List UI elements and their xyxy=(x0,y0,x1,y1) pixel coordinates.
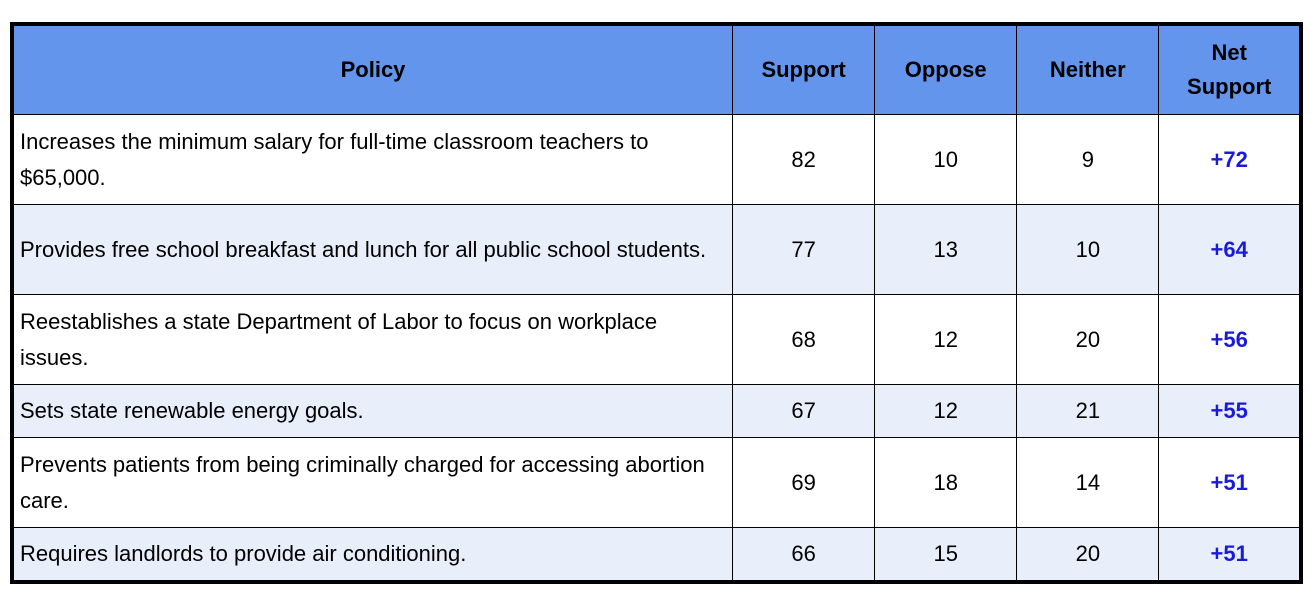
policy-cell: Prevents patients from being criminally charged for accessing abortion care. xyxy=(12,438,733,528)
header-net-line1: Net xyxy=(1211,40,1247,65)
header-neither: Neither xyxy=(1017,24,1159,115)
oppose-cell: 15 xyxy=(875,528,1017,583)
policy-cell: Requires landlords to provide air conditioning. xyxy=(12,528,733,583)
oppose-cell: 18 xyxy=(875,438,1017,528)
oppose-cell: 10 xyxy=(875,115,1017,205)
policy-cell: Provides free school breakfast and lunch for all public school students. xyxy=(12,205,733,295)
net-support-cell: +64 xyxy=(1159,205,1301,295)
table-row xyxy=(12,385,1301,438)
header-net-line2: Support xyxy=(1187,74,1272,99)
table-row xyxy=(12,205,1301,295)
support-cell: 82 xyxy=(733,115,875,205)
policy-support-table xyxy=(10,22,1303,584)
policy-cell: Sets state renewable energy goals. xyxy=(12,385,733,438)
support-cell: 67 xyxy=(733,385,875,438)
header-support: Support xyxy=(733,24,875,115)
header-oppose: Oppose xyxy=(875,24,1017,115)
support-cell: 77 xyxy=(733,205,875,295)
header-net-support xyxy=(1159,24,1301,115)
neither-cell: 14 xyxy=(1017,438,1159,528)
policy-cell: Reestablishes a state Department of Labor to focus on workplace issues. xyxy=(12,295,733,385)
oppose-cell: 12 xyxy=(875,385,1017,438)
net-support-cell: +55 xyxy=(1159,385,1301,438)
neither-cell: 10 xyxy=(1017,205,1159,295)
net-support-cell: +72 xyxy=(1159,115,1301,205)
oppose-cell: 12 xyxy=(875,295,1017,385)
header-row xyxy=(12,24,1301,115)
table-row xyxy=(12,115,1301,205)
neither-cell: 20 xyxy=(1017,295,1159,385)
policy-table-container xyxy=(10,22,1303,584)
support-cell: 66 xyxy=(733,528,875,583)
table-row xyxy=(12,438,1301,528)
net-support-cell: +51 xyxy=(1159,528,1301,583)
neither-cell: 9 xyxy=(1017,115,1159,205)
policy-cell: Increases the minimum salary for full-time classroom teachers to $65,000. xyxy=(12,115,733,205)
neither-cell: 21 xyxy=(1017,385,1159,438)
oppose-cell: 13 xyxy=(875,205,1017,295)
net-support-cell: +56 xyxy=(1159,295,1301,385)
header-policy: Policy xyxy=(12,24,733,115)
neither-cell: 20 xyxy=(1017,528,1159,583)
net-support-cell: +51 xyxy=(1159,438,1301,528)
support-cell: 68 xyxy=(733,295,875,385)
table-row xyxy=(12,295,1301,385)
support-cell: 69 xyxy=(733,438,875,528)
table-row xyxy=(12,528,1301,583)
